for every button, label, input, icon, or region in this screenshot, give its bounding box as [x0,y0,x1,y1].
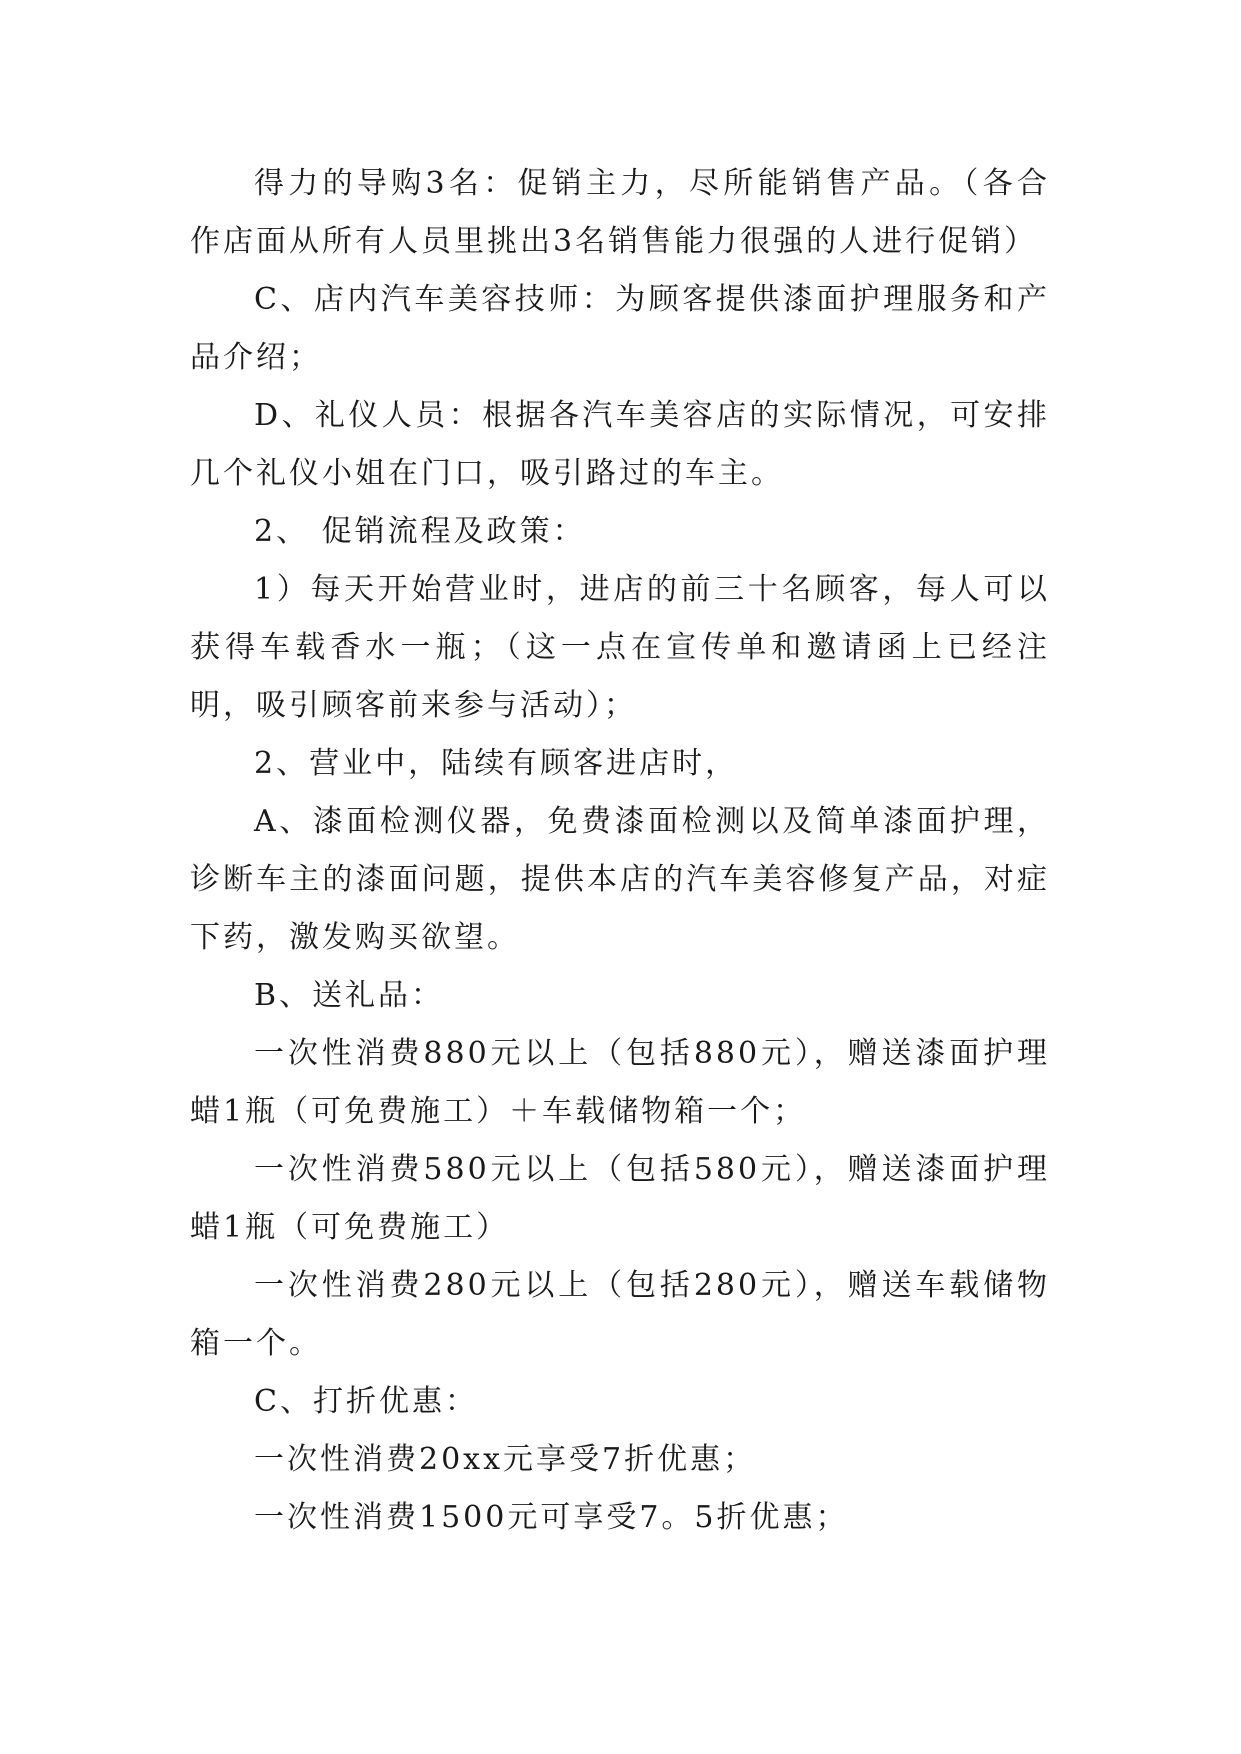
paragraph-technicians: C、店内汽车美容技师：为顾客提供漆面护理服务和产品介绍； [190,282,1050,375]
paragraph-during-business: 2、营业中，陆续有顾客进店时， [254,746,739,781]
document-body [190,155,1050,1547]
heading-gifts: B、送礼品： [254,978,445,1013]
paragraph-sales-guides: 得力的导购3名：促销主力，尽所能销售产品。（各合作店面从所有人员里挑出3名销售能力很强的人进行促销） [190,166,1050,259]
paragraph-etiquette-staff: D、礼仪人员：根据各汽车美容店的实际情况，可安排几个礼仪小姐在门口，吸引路过的车主。 [190,398,1050,491]
paragraph-gift-880: 一次性消费880元以上（包括880元），赠送漆面护理蜡1瓶（可免费施工）＋车载储物箱一个； [190,1036,1050,1129]
paragraph-first-thirty-customers: 1）每天开始营业时，进店的前三十名顾客，每人可以获得车载香水一瓶；（这一点在宣传单和邀请函上已经注明，吸引顾客前来参与活动）； [190,572,1050,723]
paragraph-paint-inspection: A、漆面检测仪器，免费漆面检测以及简单漆面护理，诊断车主的漆面问题，提供本店的汽车美容修复产品，对症下药，激发购买欲望。 [190,804,1050,955]
paragraph-discount-1500: 一次性消费1500元可享受7。5折优惠； [254,1500,849,1535]
heading-discounts: C、打折优惠： [254,1384,478,1419]
paragraph-gift-280: 一次性消费280元以上（包括280元），赠送车载储物箱一个。 [190,1268,1050,1361]
paragraph-gift-580: 一次性消费580元以上（包括580元），赠送漆面护理蜡1瓶（可免费施工） [190,1152,1050,1245]
heading-promotion-process: 2、 促销流程及政策： [254,514,586,549]
paragraph-discount-20xx: 一次性消费20xx元享受7折优惠； [254,1442,757,1477]
